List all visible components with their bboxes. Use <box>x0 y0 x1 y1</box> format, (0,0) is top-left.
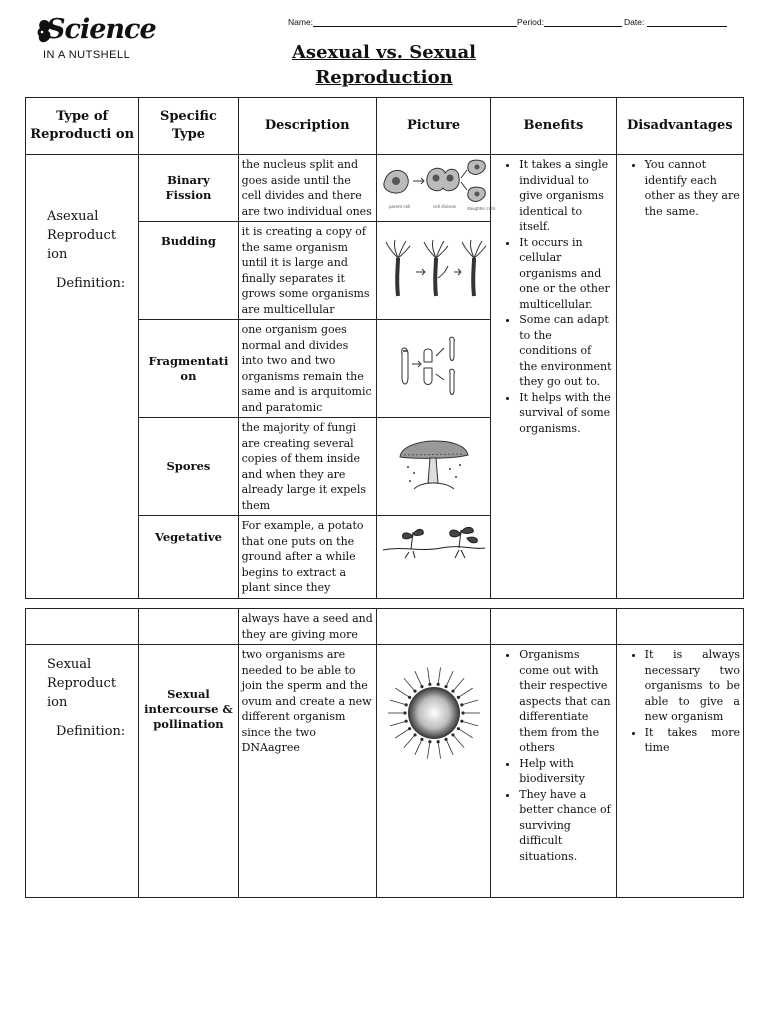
sperm-head <box>420 738 422 740</box>
sperm-tail <box>403 736 413 748</box>
continuation-empty-cell <box>616 609 743 645</box>
list-item: • It takes a single individual to give organisms identical to itself. <box>519 157 612 235</box>
sperm-tail <box>453 678 463 690</box>
specific-sexual: Sexual intercourse & pollination <box>139 645 238 898</box>
sperm-tail <box>389 700 404 705</box>
specific-fragmentation: Fragmentati on <box>139 320 238 418</box>
col-header-description: Description <box>238 98 376 155</box>
asexual-type-cell <box>26 155 139 599</box>
col-header-type: Type of Reproducti on <box>26 98 139 155</box>
sperm-ovum-illustration <box>376 645 490 898</box>
specific-spores: Spores <box>139 418 238 516</box>
asexual-disadvantages-cell <box>616 155 743 599</box>
name-label: Name: <box>288 17 314 27</box>
svg-text:parent cell: parent cell <box>388 203 410 209</box>
logo-text: Science <box>46 14 156 45</box>
sperm-head <box>420 685 422 687</box>
specific-vegetative: Vegetative <box>139 516 238 599</box>
title-line-1: Asexual vs. Sexual <box>291 42 477 63</box>
sperm-head <box>457 727 459 729</box>
table-row <box>26 645 744 898</box>
sperm-head <box>444 685 446 687</box>
list-item: • It occurs in cellular organisms and one or the other multicellular. <box>519 235 612 313</box>
sperm-head <box>444 738 446 740</box>
sperm-head <box>403 712 405 714</box>
description-budding: it is creating a copy of the same organism until it is large and finally separates it grows some organisms are multicellular <box>238 222 376 320</box>
sperm-tail <box>459 729 472 738</box>
description-spores: the majority of fungi are creating several copies of them inside and when they are already large it expels them <box>238 418 376 516</box>
sexual-disadvantages-cell <box>616 645 743 898</box>
sperm-head <box>408 727 410 729</box>
list-item: • It is always necessary two organisms to be able to give a new organism <box>645 647 740 725</box>
sperm-head <box>428 741 430 743</box>
svg-text:cell division: cell division <box>432 203 457 209</box>
sperm-head <box>451 734 453 736</box>
sexual-type-cell <box>26 645 139 898</box>
col-header-disadvantages: Disadvantages <box>616 98 743 155</box>
sperm-tail <box>453 736 463 748</box>
logo-subtext: IN A NUTSHELL <box>43 49 131 61</box>
mushroom-spores-illustration <box>376 418 490 516</box>
sperm-head <box>405 720 407 722</box>
sperm-head <box>413 734 415 736</box>
header-row <box>26 98 744 155</box>
period-blank[interactable] <box>544 17 622 27</box>
sexual-type-label: Sexual Reproduct ion <box>47 657 117 710</box>
list-item: • You cannot identify each other as they are the same. <box>645 157 740 219</box>
sexual-benefits-cell <box>491 645 616 898</box>
svg-text:daughter cells: daughter cells <box>466 205 496 211</box>
budding-illustration <box>376 222 490 320</box>
continuation-empty-cell <box>26 609 139 645</box>
sexual-definition-label: Definition: <box>56 724 126 739</box>
list-item: • Some can adapt to the conditions of the environment they go out to. <box>519 312 612 390</box>
specific-budding: Budding <box>139 222 238 320</box>
description-sexual: two organisms are needed to be able to join the sperm and the ovum and create a new different organism since the two DNAagree <box>238 645 376 898</box>
sperm-head <box>428 683 430 685</box>
period-label: Period: <box>517 17 544 27</box>
description-fragmentation: one organism goes normal and divides into two and two organisms remain the same and is arquitomic and paratomic <box>238 320 376 418</box>
date-label: Date: <box>623 17 645 27</box>
sperm-head <box>437 683 439 685</box>
sperm-head <box>451 690 453 692</box>
specific-binary-fission: Binary Fission <box>139 155 238 222</box>
sperm-head <box>460 720 462 722</box>
date-blank[interactable] <box>647 17 727 27</box>
sperm-head <box>405 704 407 706</box>
name-blank[interactable] <box>313 17 517 27</box>
fragmentation-illustration <box>376 320 490 418</box>
table-row <box>26 155 744 222</box>
sexual-disadvantages-list <box>620 647 740 756</box>
list-item: • Help with biodiversity <box>519 756 612 787</box>
sexual-table <box>25 608 744 898</box>
sperm-head <box>460 704 462 706</box>
col-header-specific: Specific Type <box>139 98 238 155</box>
sperm-tail <box>459 688 472 697</box>
sperm-tail <box>446 740 453 755</box>
asexual-benefits-cell <box>491 155 616 599</box>
sperm-tail <box>415 740 422 755</box>
continuation-empty-cell <box>376 609 490 645</box>
sperm-tail <box>438 743 440 759</box>
sperm-tail <box>438 667 440 683</box>
binary-fission-illustration <box>376 155 496 222</box>
sperm-head <box>437 741 439 743</box>
sperm-tail <box>403 678 413 690</box>
title-line-2: Reproduction <box>315 67 453 88</box>
asexual-type-label: Asexual Reproduct ion <box>47 209 117 262</box>
continuation-empty-cell <box>139 609 238 645</box>
list-item: • It takes more time <box>645 725 740 756</box>
list-item: • Organisms come out with their respective aspects that can differentiate them from the others <box>519 647 612 756</box>
continuation-description: always have a seed and they are giving more <box>238 609 376 645</box>
sexual-benefits-list <box>494 647 612 864</box>
col-header-benefits: Benefits <box>491 98 616 155</box>
description-binary-fission: the nucleus split and goes aside until the cell divides and there are two individual ones <box>238 155 376 222</box>
continuation-empty-cell <box>491 609 616 645</box>
sperm-tail <box>446 671 453 686</box>
sperm-tail <box>427 743 429 759</box>
col-header-picture: Picture <box>376 98 490 155</box>
sperm-tail <box>427 667 429 683</box>
vegetative-plant-illustration <box>376 516 490 599</box>
sperm-tail <box>415 671 422 686</box>
asexual-table <box>25 97 744 599</box>
asexual-definition-label: Definition: <box>56 276 126 291</box>
student-info-line <box>288 17 727 27</box>
description-vegetative: For example, a potato that one puts on the ground after a while begins to extract a plant since they <box>238 516 376 599</box>
asexual-disadvantages-list <box>620 157 740 219</box>
sperm-tail <box>389 721 404 726</box>
sperm-tail <box>462 700 477 705</box>
sperm-tail <box>462 721 477 726</box>
sperm-head <box>461 712 463 714</box>
page-title <box>0 40 768 90</box>
sperm-head <box>457 696 459 698</box>
sperm-head <box>408 696 410 698</box>
list-item: • It helps with the survival of some organisms. <box>519 390 612 437</box>
asexual-benefits-list <box>494 157 612 436</box>
sperm-tail <box>395 729 408 738</box>
sperm-tail <box>395 688 408 697</box>
list-item: • They have a better chance of surviving difficult situations. <box>519 787 612 865</box>
sperm-head <box>413 690 415 692</box>
table-row <box>26 609 744 645</box>
